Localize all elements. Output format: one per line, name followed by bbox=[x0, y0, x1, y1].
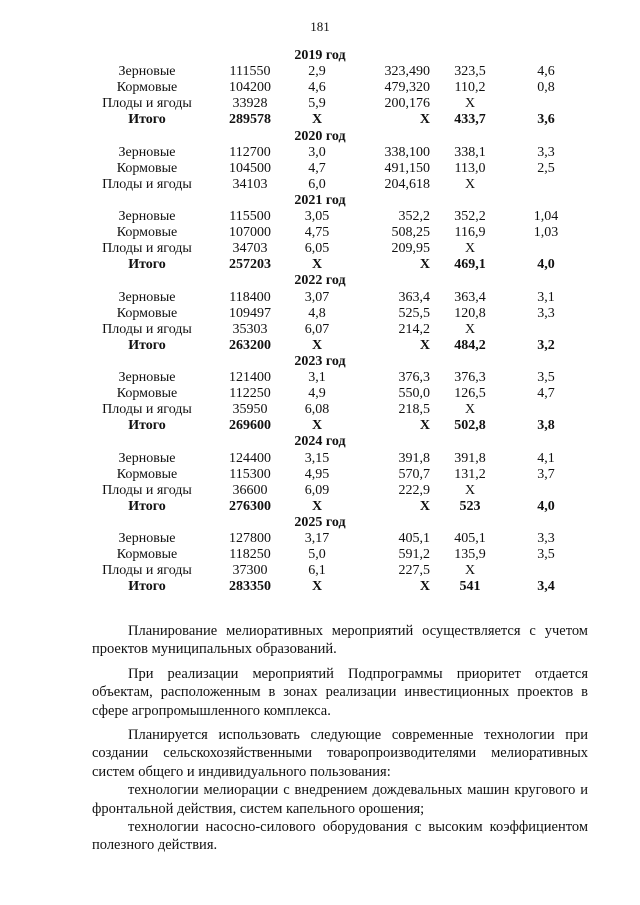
paragraph: При реализации мероприятий Подпрограммы приоритет отдается объектам, расположенным в зонах реализации инвестиционных проектов в сфере агропромышленного комплекса. bbox=[92, 665, 588, 719]
profitability-value: 3,3 bbox=[537, 144, 555, 160]
sales-value: 363,4 bbox=[454, 289, 486, 305]
sales-value: 131,2 bbox=[454, 466, 486, 482]
gross-harvest-value: 508,25 bbox=[391, 225, 430, 241]
sales-value: 523 bbox=[459, 498, 481, 514]
profitability-value: 1,04 bbox=[533, 209, 559, 224]
crop-name: Зерновые bbox=[118, 450, 176, 466]
crop-name: Зерновые bbox=[118, 289, 176, 305]
area-value: 289578 bbox=[229, 112, 271, 128]
profitability-value: 3,3 bbox=[537, 531, 555, 546]
gross-harvest-value: 209,95 bbox=[391, 241, 430, 257]
table-row bbox=[0, 145, 640, 161]
yield-value: 2,9 bbox=[308, 64, 326, 80]
total-row bbox=[0, 112, 640, 128]
yield-value: X bbox=[311, 257, 323, 273]
sales-value: 352,2 bbox=[454, 209, 486, 224]
area-value: 35303 bbox=[232, 321, 268, 337]
crop-name: Кормовые bbox=[116, 305, 178, 321]
total-row bbox=[0, 579, 640, 595]
profitability-value: 3,2 bbox=[537, 337, 555, 353]
profitability-value: 4,0 bbox=[537, 257, 555, 273]
table-row bbox=[0, 209, 640, 225]
yield-value: X bbox=[311, 498, 323, 514]
yield-value: 6,0 bbox=[308, 176, 326, 192]
crop-name: Кормовые bbox=[116, 386, 178, 402]
yield-value: 4,7 bbox=[308, 160, 326, 176]
table-row bbox=[0, 547, 640, 563]
paragraph: Планируется использовать следующие современные технологии при создании сельскохозяйственными товаропроизводителями мелиоративных систем общего и индивидуального пользования: bbox=[92, 727, 588, 780]
sales-value: 376,3 bbox=[454, 370, 486, 385]
area-value: 107000 bbox=[229, 225, 271, 241]
area-value: 118250 bbox=[229, 547, 271, 563]
table-row bbox=[0, 64, 640, 80]
crop-name: Итого bbox=[128, 579, 166, 595]
crop-name: Кормовые bbox=[116, 160, 178, 176]
area-value: 124400 bbox=[229, 450, 271, 466]
total-row bbox=[0, 499, 640, 515]
sales-value: 541 bbox=[459, 579, 481, 595]
yield-value: 3,07 bbox=[304, 289, 330, 305]
sales-value: X bbox=[464, 176, 476, 192]
area-value: 283350 bbox=[229, 579, 271, 595]
profitability-value: 3,8 bbox=[537, 418, 555, 434]
profitability-value: 3,7 bbox=[537, 466, 555, 482]
table-row bbox=[0, 177, 640, 193]
gross-harvest-value: 227,5 bbox=[398, 563, 430, 579]
gross-harvest-value: 338,100 bbox=[384, 144, 430, 160]
year-heading: 2022 год bbox=[294, 273, 346, 289]
table-row bbox=[0, 370, 640, 386]
area-value: 36600 bbox=[232, 482, 268, 498]
crop-name: Плоды и ягоды bbox=[102, 241, 192, 257]
gross-harvest-value: 491,150 bbox=[384, 160, 430, 176]
sales-value: 323,5 bbox=[454, 64, 486, 80]
crop-name: Кормовые bbox=[116, 547, 178, 563]
area-value: 118400 bbox=[229, 289, 271, 305]
total-row bbox=[0, 338, 640, 354]
gross-harvest-value: 591,2 bbox=[398, 547, 430, 563]
profitability-value: 0,8 bbox=[537, 80, 555, 96]
crop-name: Кормовые bbox=[116, 80, 178, 96]
profitability-value: 2,5 bbox=[537, 160, 555, 176]
gross-harvest-value: 550,0 bbox=[398, 386, 430, 402]
sales-value: 135,9 bbox=[454, 547, 486, 563]
yield-value: 6,05 bbox=[304, 241, 330, 257]
crop-data-table bbox=[0, 48, 640, 598]
sales-value: 126,5 bbox=[454, 386, 486, 402]
gross-harvest-value: 570,7 bbox=[398, 466, 430, 482]
crop-name: Итого bbox=[128, 112, 166, 128]
sales-value: X bbox=[464, 96, 476, 112]
yield-value: 6,08 bbox=[304, 402, 330, 418]
area-value: 34703 bbox=[232, 241, 268, 257]
crop-name: Плоды и ягоды bbox=[102, 176, 192, 192]
gross-harvest-value: 222,9 bbox=[398, 482, 430, 498]
table-row bbox=[0, 225, 640, 241]
crop-name: Кормовые bbox=[116, 225, 178, 241]
yield-value: 3,15 bbox=[304, 450, 330, 466]
area-value: 112250 bbox=[229, 386, 271, 402]
gross-harvest-value: X bbox=[419, 337, 430, 353]
total-row bbox=[0, 418, 640, 434]
gross-harvest-value: 204,618 bbox=[384, 176, 430, 192]
gross-harvest-value: 376,3 bbox=[398, 370, 430, 385]
gross-harvest-value: 352,2 bbox=[398, 209, 430, 224]
crop-name: Итого bbox=[128, 418, 166, 434]
total-row bbox=[0, 257, 640, 273]
crop-name: Плоды и ягоды bbox=[102, 563, 192, 579]
yield-value: X bbox=[311, 418, 323, 434]
crop-name: Итого bbox=[128, 498, 166, 514]
crop-name: Зерновые bbox=[118, 144, 176, 160]
yield-value: 3,17 bbox=[304, 531, 330, 546]
gross-harvest-value: 214,2 bbox=[398, 321, 430, 337]
crop-name: Итого bbox=[128, 257, 166, 273]
yield-value: 4,75 bbox=[304, 225, 330, 241]
yield-value: X bbox=[311, 337, 323, 353]
table-row bbox=[0, 161, 640, 177]
table-row bbox=[0, 531, 640, 547]
area-value: 34103 bbox=[232, 176, 268, 192]
sales-value: 484,2 bbox=[454, 337, 486, 353]
year-heading: 2025 год bbox=[294, 514, 346, 530]
crop-name: Зерновые bbox=[118, 64, 176, 80]
sales-value: X bbox=[464, 563, 476, 579]
area-value: 269600 bbox=[229, 418, 271, 434]
paragraph: Планирование мелиоративных мероприятий осуществляется с учетом проектов муниципальных образований. bbox=[92, 623, 588, 658]
table-row bbox=[0, 96, 640, 112]
gross-harvest-value: 525,5 bbox=[398, 305, 430, 321]
gross-harvest-value: 200,176 bbox=[384, 96, 430, 112]
gross-harvest-value: 363,4 bbox=[398, 289, 430, 305]
body-text bbox=[92, 622, 588, 855]
crop-name: Плоды и ягоды bbox=[102, 482, 192, 498]
area-value: 112700 bbox=[229, 144, 271, 160]
crop-name: Итого bbox=[128, 337, 166, 353]
area-value: 115300 bbox=[229, 466, 271, 482]
year-heading: 2021 год bbox=[294, 192, 346, 208]
area-value: 257203 bbox=[229, 257, 271, 273]
crop-name: Плоды и ягоды bbox=[102, 96, 192, 112]
sales-value: 120,8 bbox=[454, 305, 486, 321]
yield-value: 5,9 bbox=[308, 96, 326, 112]
crop-name: Кормовые bbox=[116, 466, 178, 482]
area-value: 33928 bbox=[232, 96, 268, 112]
profitability-value: 3,3 bbox=[537, 305, 555, 321]
area-value: 111550 bbox=[229, 64, 271, 80]
sales-value: 405,1 bbox=[454, 531, 486, 546]
sales-value: 110,2 bbox=[454, 80, 486, 96]
profitability-value: 3,1 bbox=[537, 289, 555, 305]
area-value: 115500 bbox=[229, 209, 271, 224]
yield-value: 6,09 bbox=[304, 482, 330, 498]
crop-name: Плоды и ягоды bbox=[102, 321, 192, 337]
profitability-value: 4,1 bbox=[537, 450, 555, 466]
table-row bbox=[0, 290, 640, 306]
profitability-value: 3,4 bbox=[537, 579, 555, 595]
sales-value: X bbox=[464, 241, 476, 257]
area-value: 35950 bbox=[232, 402, 268, 418]
sales-value: 391,8 bbox=[454, 450, 486, 466]
yield-value: 4,95 bbox=[304, 466, 330, 482]
sales-value: 502,8 bbox=[454, 418, 486, 434]
area-value: 37300 bbox=[232, 563, 268, 579]
profitability-value: 4,0 bbox=[537, 498, 555, 514]
year-heading: 2023 год bbox=[294, 353, 346, 369]
year-heading: 2024 год bbox=[294, 434, 346, 450]
table-row bbox=[0, 306, 640, 322]
profitability-value: 4,7 bbox=[537, 386, 555, 402]
area-value: 263200 bbox=[229, 337, 271, 353]
table-row bbox=[0, 241, 640, 257]
gross-harvest-value: 479,320 bbox=[384, 80, 430, 96]
yield-value: X bbox=[311, 112, 323, 128]
gross-harvest-value: X bbox=[419, 498, 430, 514]
table-row bbox=[0, 467, 640, 483]
yield-value: 4,9 bbox=[308, 386, 326, 402]
yield-value: 3,0 bbox=[308, 144, 326, 160]
sales-value: 113,0 bbox=[454, 160, 486, 176]
profitability-value: 1,03 bbox=[533, 225, 559, 241]
profitability-value: 4,6 bbox=[537, 64, 555, 80]
paragraph: технологии насосно-силового оборудования с высоким коэффициентом полезного действия. bbox=[92, 819, 588, 854]
page-number: 181 bbox=[310, 19, 330, 34]
area-value: 121400 bbox=[229, 370, 271, 385]
profitability-value: 3,5 bbox=[537, 547, 555, 563]
yield-value: 3,05 bbox=[304, 209, 330, 224]
gross-harvest-value: X bbox=[419, 579, 430, 595]
table-row bbox=[0, 402, 640, 418]
crop-name: Плоды и ягоды bbox=[102, 402, 192, 418]
paragraph: технологии мелиорации с внедрением дождевальных машин кругового и фронтальной действия, систем капельного орошения; bbox=[92, 782, 588, 817]
area-value: 276300 bbox=[229, 498, 271, 514]
yield-value: 4,6 bbox=[308, 80, 326, 96]
sales-value: X bbox=[464, 321, 476, 337]
gross-harvest-value: X bbox=[419, 418, 430, 434]
sales-value: 433,7 bbox=[454, 112, 486, 128]
gross-harvest-value: 405,1 bbox=[398, 531, 430, 546]
crop-name: Зерновые bbox=[118, 370, 176, 385]
table-row bbox=[0, 451, 640, 467]
area-value: 104500 bbox=[229, 160, 271, 176]
sales-value: X bbox=[464, 402, 476, 418]
area-value: 127800 bbox=[229, 531, 271, 546]
gross-harvest-value: X bbox=[419, 112, 430, 128]
area-value: 109497 bbox=[229, 305, 271, 321]
yield-value: 6,1 bbox=[308, 563, 326, 579]
sales-value: 338,1 bbox=[454, 144, 486, 160]
yield-value: 3,1 bbox=[308, 370, 326, 385]
crop-name: Зерновые bbox=[118, 531, 176, 546]
gross-harvest-value: 218,5 bbox=[398, 402, 430, 418]
gross-harvest-value: X bbox=[419, 257, 430, 273]
yield-value: X bbox=[311, 579, 323, 595]
gross-harvest-value: 391,8 bbox=[398, 450, 430, 466]
table-row bbox=[0, 80, 640, 96]
yield-value: 5,0 bbox=[308, 547, 326, 563]
year-heading: 2019 год bbox=[294, 48, 346, 63]
area-value: 104200 bbox=[229, 80, 271, 96]
sales-value: 116,9 bbox=[454, 225, 486, 241]
sales-value: X bbox=[464, 482, 476, 498]
year-heading: 2020 год bbox=[294, 128, 346, 144]
gross-harvest-value: 323,490 bbox=[384, 64, 430, 80]
crop-name: Зерновые bbox=[118, 209, 176, 224]
table-row bbox=[0, 483, 640, 499]
profitability-value: 3,6 bbox=[537, 112, 555, 128]
table-row bbox=[0, 386, 640, 402]
sales-value: 469,1 bbox=[454, 257, 486, 273]
yield-value: 6,07 bbox=[304, 321, 330, 337]
table-row bbox=[0, 322, 640, 338]
profitability-value: 3,5 bbox=[537, 370, 555, 385]
yield-value: 4,8 bbox=[308, 305, 326, 321]
table-row bbox=[0, 563, 640, 579]
